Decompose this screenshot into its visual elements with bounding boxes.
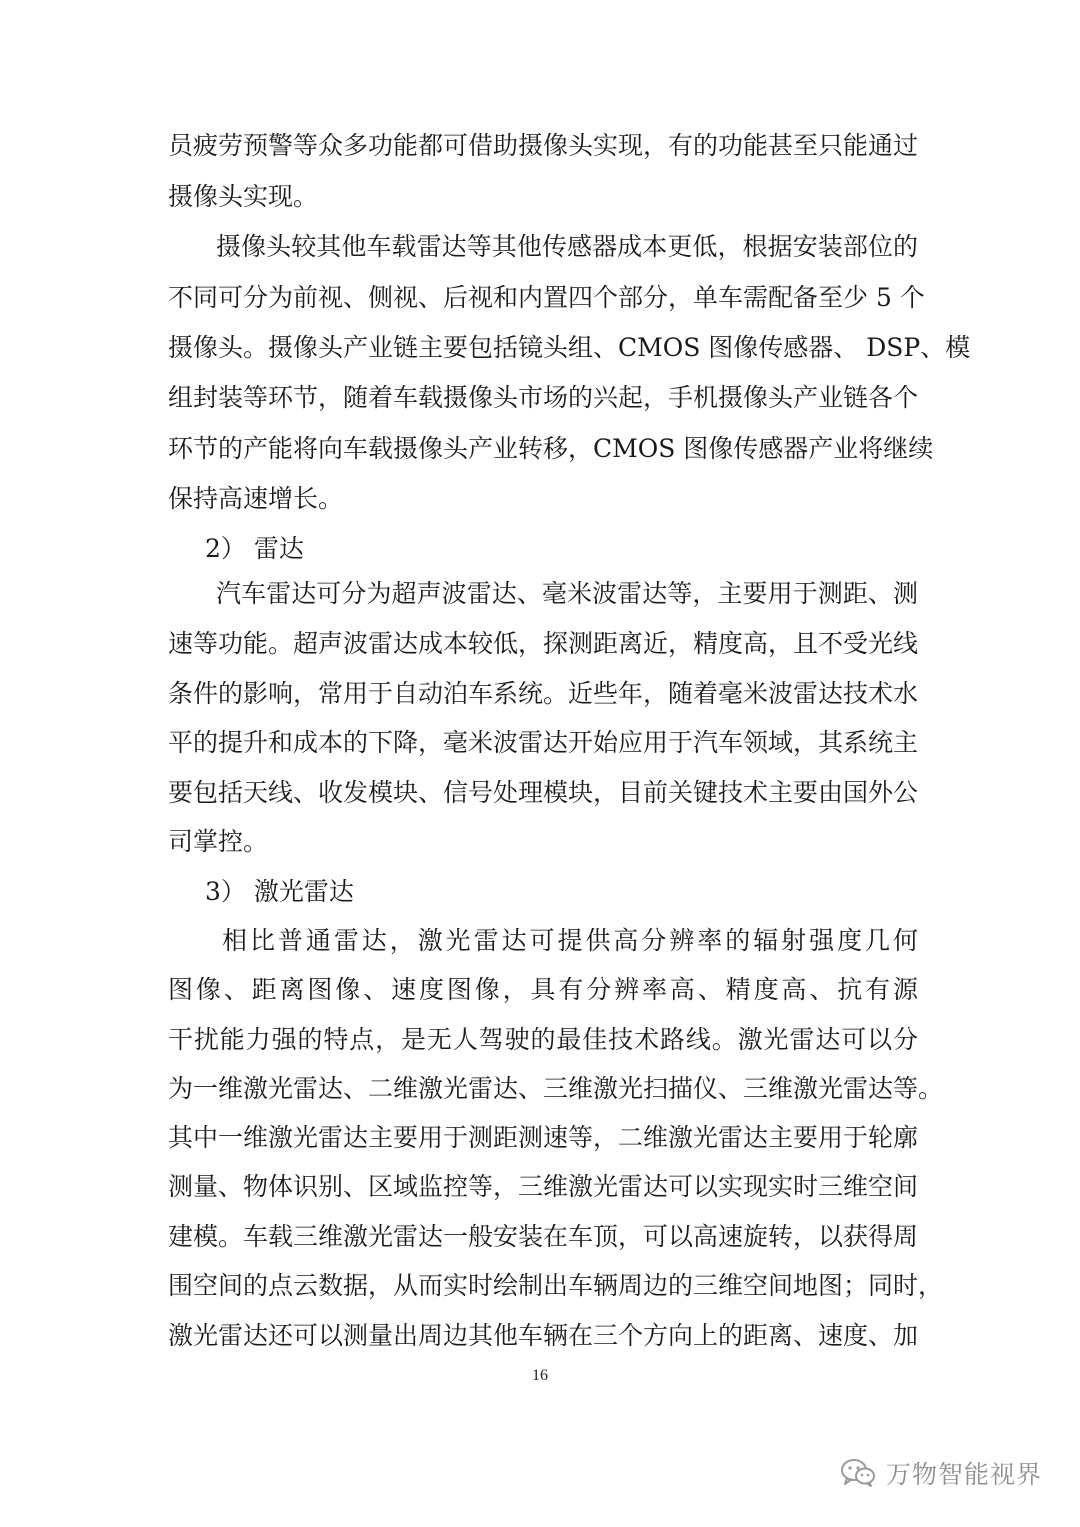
text-line: 摄像头实现。 (168, 182, 319, 211)
text-line: 图像、距离图像、速度图像，具有分辨率高、精度高、抗有源 (168, 975, 918, 1004)
watermark-text: 万物智能视界 (886, 1460, 1043, 1489)
text-line: 相比普通雷达，激光雷达可提供高分辨率的辐射强度几何 (222, 926, 918, 955)
text-line: 要包括天线、收发模块、信号处理模块，目前关键技术主要由国外公 (168, 778, 919, 807)
text-line: 条件的影响，常用于自动泊车系统。近些年，随着毫米波雷达技术水 (168, 679, 919, 708)
text-line: 不同可分为前视、侧视、后视和内置四个部分，单车需配备至少 5 个 (168, 283, 925, 312)
text-line: 司掌控。 (168, 827, 269, 856)
text-line: 环节的产能将向车载摄像头产业转移，CMOS 图像传感器产业将继续 (168, 434, 934, 463)
text-line: 组封装等环节，随着车载摄像头市场的兴起，手机摄像头产业链各个 (168, 383, 919, 412)
text-line: 平的提升和成本的下降，毫米波雷达开始应用于汽车领域，其系统主 (168, 728, 919, 757)
text-line: 摄像头较其他车载雷达等其他传感器成本更低，根据安装部位的 (216, 232, 918, 261)
page-number: 16 (532, 1367, 548, 1384)
wechat-icon (840, 1458, 876, 1488)
text-line: 员疲劳预警等众多功能都可借助摄像头实现，有的功能甚至只能通过 (168, 131, 919, 160)
watermark (840, 1453, 1042, 1493)
text-line: 建模。车载三维激光雷达一般安装在车顶，可以高速旋转，以获得周 (168, 1222, 919, 1251)
section-heading: 2） 雷达 (205, 534, 304, 563)
text-line: 激光雷达还可以测量出周边其他车辆在三个方向上的距离、速度、加 (168, 1321, 919, 1350)
text-line: 汽车雷达可分为超声波雷达、毫米波雷达等，主要用于测距、测 (216, 579, 918, 608)
text-line: 速等功能。超声波雷达成本较低，探测距离近，精度高，且不受光线 (168, 629, 919, 658)
section-heading: 3） 激光雷达 (205, 877, 354, 906)
text-line: 其中一维激光雷达主要用于测距测速等，二维激光雷达主要用于轮廓 (168, 1123, 919, 1152)
text-line: 摄像头。摄像头产业链主要包括镜头组、CMOS 图像传感器、 DSP、模 (168, 333, 971, 362)
text-line: 围空间的点云数据，从而实时绘制出车辆周边的三维空间地图；同时， (168, 1271, 944, 1300)
text-line: 测量、物体识别、区域监控等，三维激光雷达可以实现实时三维空间 (168, 1172, 919, 1201)
text-line: 保持高速增长。 (168, 484, 344, 513)
text-line: 干扰能力强的特点，是无人驾驶的最佳技术路线。激光雷达可以分 (168, 1025, 918, 1054)
text-line: 为一维激光雷达、二维激光雷达、三维激光扫描仪、三维激光雷达等。 (168, 1074, 944, 1103)
